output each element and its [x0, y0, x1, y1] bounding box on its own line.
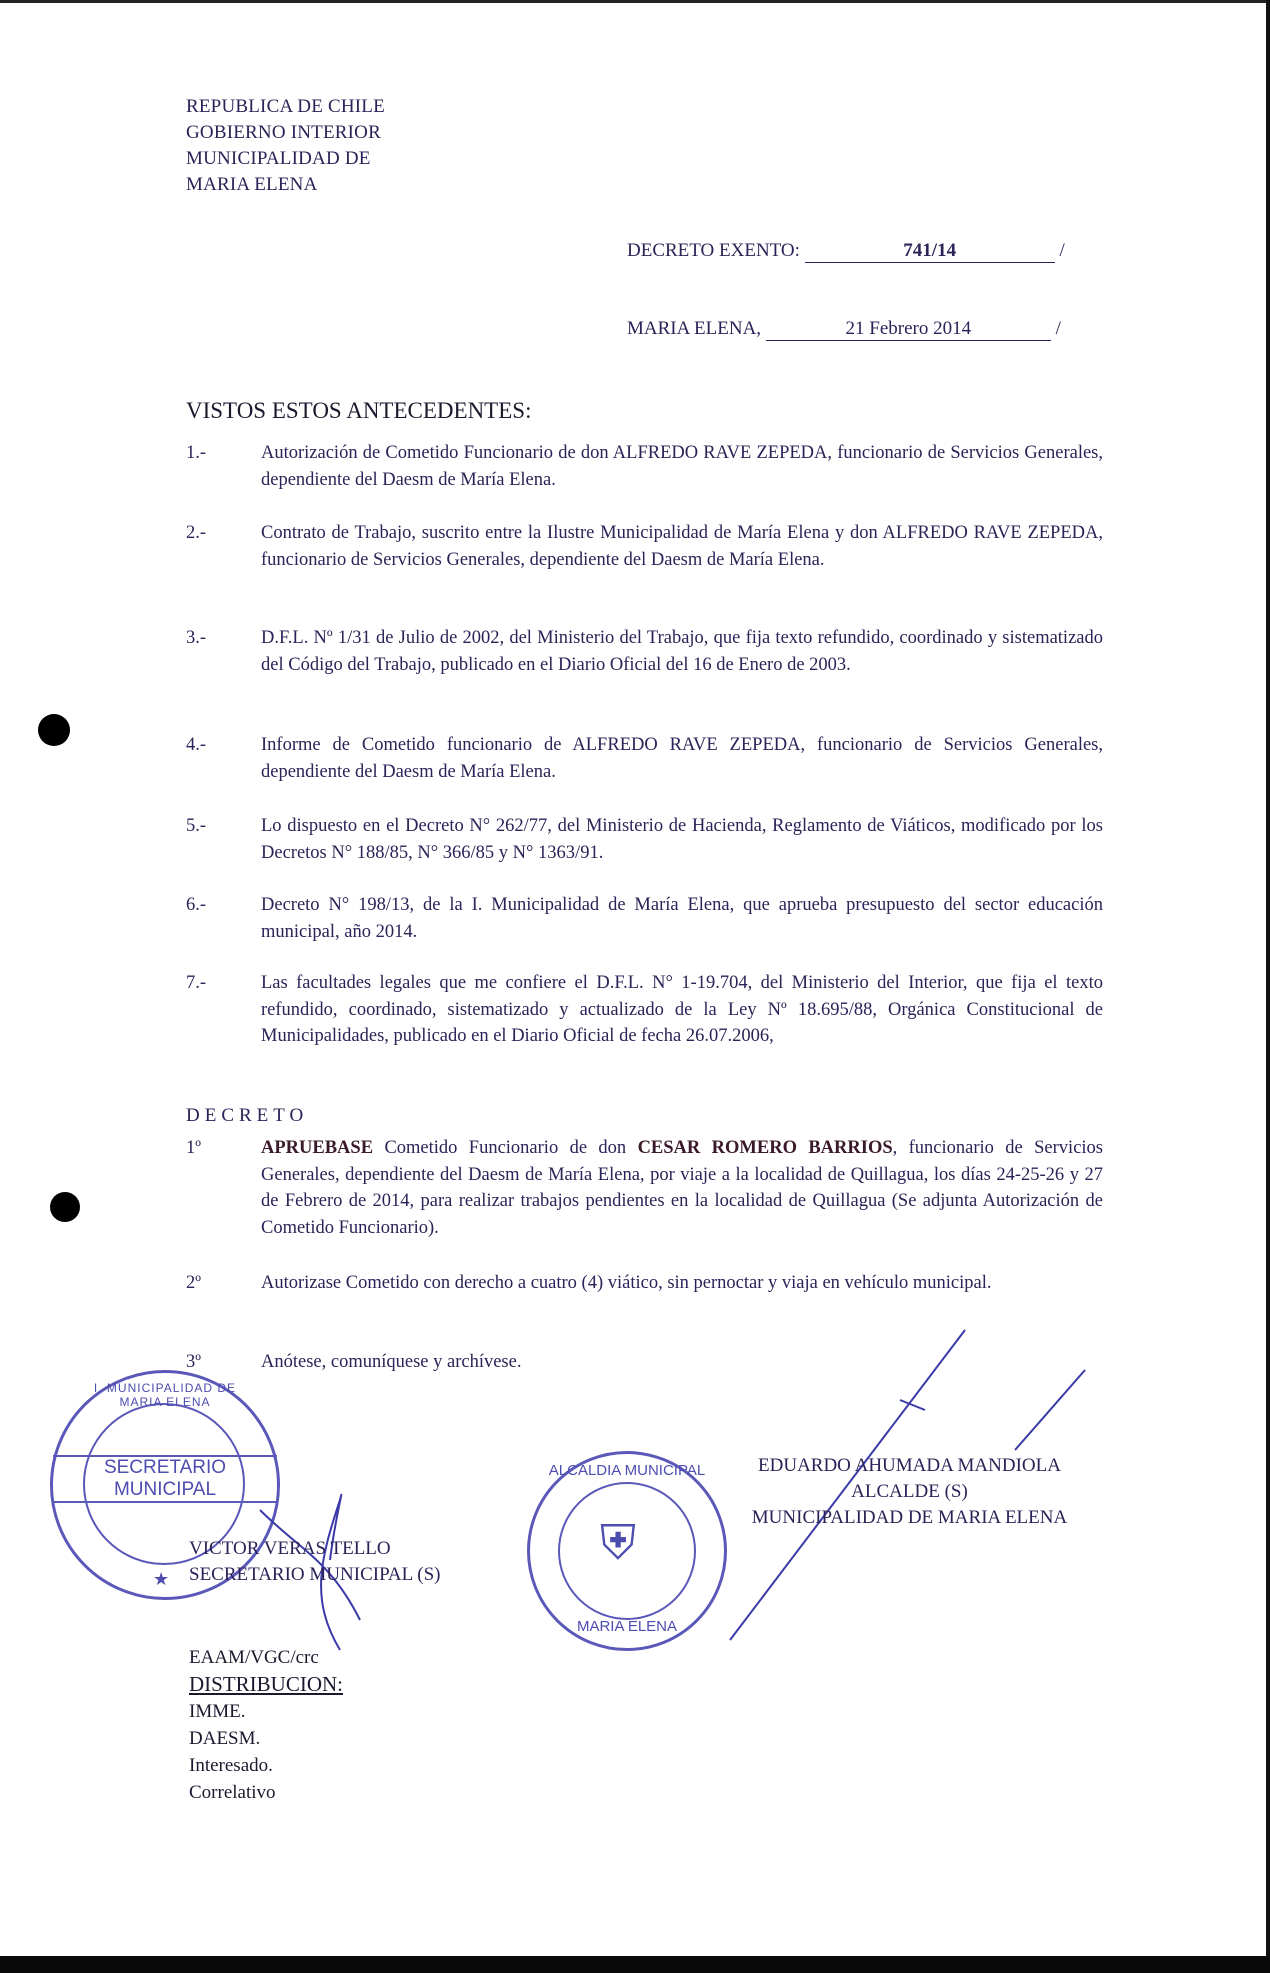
- date-value: 21 Febrero 2014: [766, 318, 1051, 341]
- article-text: Anótese, comuníquese y archívese.: [261, 1352, 522, 1372]
- item-text: D.F.L. Nº 1/31 de Julio de 2002, del Ministerio del Trabajo, que fija texto refundido, coordinado y sistematizado del Código del Trabajo, publicado en el Diario Oficial del 16 de Enero de 2003.: [261, 628, 1103, 675]
- employee-name: CESAR ROMERO BARRIOS: [637, 1138, 893, 1158]
- signer-title: ALCALDE (S): [851, 1481, 968, 1502]
- item-number: 3.-: [186, 628, 207, 648]
- stamp-ring-text: MARIA ELENA: [576, 1618, 678, 1635]
- item-number: 4.-: [186, 735, 207, 755]
- decree-number-value: 741/14: [805, 240, 1055, 263]
- decreto-heading: DECRETO: [186, 1105, 309, 1126]
- signer-name: EDUARDO AHUMADA MANDIOLA: [758, 1455, 1061, 1476]
- distribution-block: [189, 1644, 343, 1806]
- approve-keyword: APRUEBASE: [261, 1138, 374, 1158]
- signer-name: VICTOR VERAS TELLO: [189, 1538, 391, 1559]
- date-end: /: [1055, 318, 1061, 339]
- article-text: Autorizase Cometido con derecho a cuatro (4) viático, sin pernoctar y viaja en vehículo municipal.: [261, 1273, 992, 1293]
- item-text: Lo dispuesto en el Decreto N° 262/77, del Ministerio de Hacienda, Reglamento de Viáticos, modificado por los Decretos N° 188/85, N° 366/85 y N° 1363/91.: [261, 816, 1103, 863]
- article-number: 2º: [186, 1273, 201, 1293]
- distribution-item: Interesado.: [189, 1755, 273, 1776]
- item-number: 1.-: [186, 443, 207, 463]
- secretary-signature-block: [189, 1536, 440, 1588]
- header-line: MARIA ELENA: [186, 174, 318, 195]
- item-text: Decreto N° 198/13, de la I. Municipalidad de María Elena, que aprueba presupuesto del sector educación municipal, año 2014.: [261, 895, 1103, 942]
- article-text-part: , funcionario de Servicios Generales, dependiente del Daesm de María Elena, por viaje a la localidad de Quillagua, los días 24-25-26 y 27 de Febrero de 2014, para realizar trabajos pendientes en la localidad de Quillagua (Se adjunta Autorización de Cometido Funcionario).: [261, 1138, 1103, 1238]
- distribution-item: Correlativo: [189, 1782, 276, 1803]
- vistos-heading: VISTOS ESTOS ANTECEDENTES:: [186, 398, 532, 423]
- distribution-title: DISTRIBUCION:: [189, 1672, 344, 1696]
- item-number: 5.-: [186, 816, 207, 836]
- distribution-item: DAESM.: [189, 1728, 261, 1749]
- initials: EAAM/VGC/crc: [189, 1647, 319, 1668]
- signer-org: MUNICIPALIDAD DE MARIA ELENA: [751, 1507, 1068, 1528]
- decree-number-end: /: [1059, 240, 1065, 261]
- item-text: Autorización de Cometido Funcionario de don ALFREDO RAVE ZEPEDA, funcionario de Servicios Generales, dependiente del Daesm de María Elena.: [261, 443, 1103, 490]
- stamp-ring-text: I. MUNICIPALIDAD DE MARIA ELENA: [93, 1381, 237, 1409]
- article-number: 1º: [186, 1138, 201, 1158]
- item-text: Las facultades legales que me confiere el D.F.L. N° 1-19.704, del Ministerio del Interior, que fija el texto refundido, coordinado, sistematizado y actualizado de la Ley Nº 18.695/88, Orgánica Constitucional de Municipalidades, publicado en el Diario Oficial de fecha 26.07.2006,: [261, 973, 1103, 1046]
- mayor-signature-block: [727, 1453, 1092, 1531]
- distribution-item: IMME.: [189, 1701, 246, 1722]
- coat-of-arms-icon: ⛨: [600, 1517, 637, 1570]
- item-number: 6.-: [186, 895, 207, 915]
- item-number: 7.-: [186, 973, 207, 993]
- decree-number-label: DECRETO EXENTO:: [627, 240, 800, 261]
- item-number: 2.-: [186, 523, 207, 543]
- article-number: 3º: [186, 1352, 201, 1372]
- place-label: MARIA ELENA,: [627, 318, 762, 339]
- item-text: Contrato de Trabajo, suscrito entre la Ilustre Municipalidad de María Elena y don ALFREDO RAVE ZEPEDA, funcionario de Servicios Generales, dependiente del Daesm de María Elena.: [261, 523, 1103, 570]
- star-icon: ★: [153, 1569, 170, 1589]
- stamp-text: SECRETARIO: [103, 1457, 227, 1478]
- article-text-part: Cometido Funcionario de don: [373, 1138, 638, 1158]
- stamp-ring-text: ALCALDIA MUNICIPAL: [548, 1462, 706, 1479]
- signer-title: SECRETARIO MUNICIPAL (S): [189, 1564, 441, 1585]
- stamp-text: MUNICIPAL: [113, 1479, 217, 1500]
- header-line: MUNICIPALIDAD DE: [186, 148, 371, 169]
- header-line: REPUBLICA DE CHILE: [186, 96, 385, 117]
- item-text: Informe de Cometido funcionario de ALFREDO RAVE ZEPEDA, funcionario de Servicios Generales, dependiente del Daesm de María Elena.: [261, 735, 1103, 782]
- header-line: GOBIERNO INTERIOR: [186, 122, 381, 143]
